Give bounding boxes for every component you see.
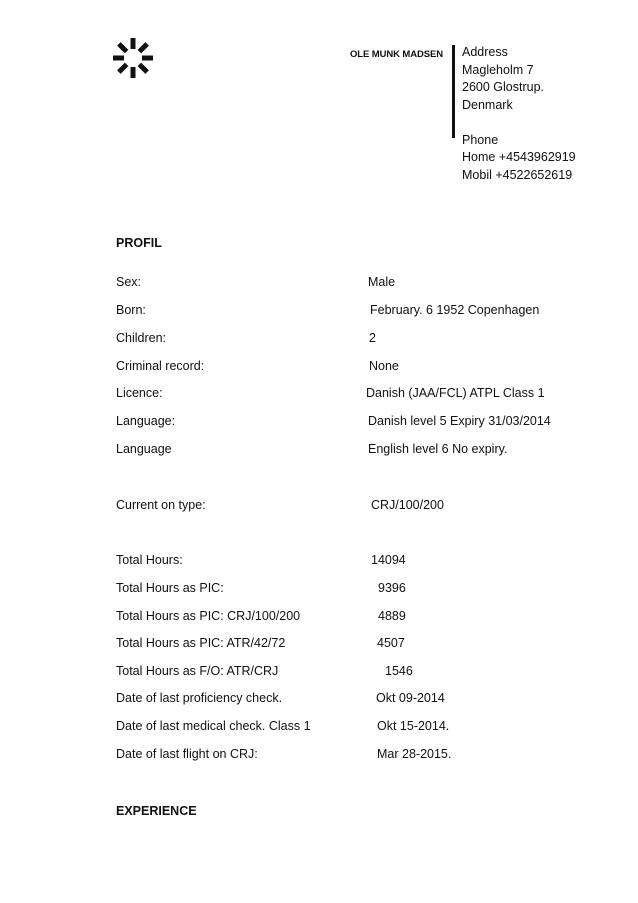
hours-row-fo — [116, 664, 616, 680]
row-value: 14094 — [371, 553, 406, 567]
hours-row-pic — [116, 581, 616, 597]
row-value: 4889 — [378, 609, 406, 623]
row-label: Licence: — [116, 386, 163, 400]
row-last-medical-check — [116, 719, 616, 735]
profile-row-language-danish — [116, 414, 616, 430]
address-city: 2600 Glostrup. — [462, 80, 544, 94]
row-label: Date of last flight on CRJ: — [116, 747, 258, 761]
profile-row-language-english — [116, 442, 616, 458]
profile-row-born — [116, 303, 616, 319]
person-name: OLE MUNK MADSEN — [350, 49, 443, 60]
row-label: Criminal record: — [116, 359, 205, 373]
asterisk-logo-icon — [113, 38, 153, 78]
hours-row-pic-atr — [116, 636, 616, 652]
phone-label: Phone — [462, 132, 499, 147]
row-value: CRJ/100/200 — [371, 498, 444, 512]
row-label: Language: — [116, 414, 176, 428]
row-label: Sex: — [116, 275, 142, 289]
row-label: Current on type: — [116, 498, 206, 512]
row-label: Total Hours as PIC: — [116, 581, 224, 595]
row-label: Born: — [116, 303, 146, 317]
header-divider — [452, 45, 455, 138]
row-label: Language — [116, 442, 172, 456]
row-label: Total Hours as F/O: ATR/CRJ — [116, 664, 279, 678]
row-value: Mar 28-2015. — [377, 747, 452, 761]
row-value: 1546 — [385, 664, 413, 678]
row-last-flight-crj — [116, 747, 616, 763]
row-value: None — [369, 359, 399, 373]
row-value: Okt 15-2014. — [377, 719, 450, 733]
phone-mobile: Mobil +4522652619 — [462, 167, 573, 182]
row-label: Date of last medical check. Class 1 — [116, 719, 311, 733]
row-last-proficiency-check — [116, 691, 616, 707]
row-label: Total Hours as PIC: CRJ/100/200 — [116, 609, 301, 623]
row-value: 2 — [369, 331, 376, 345]
row-value: Danish level 5 Expiry 31/03/2014 — [368, 414, 551, 428]
row-value: Male — [368, 275, 396, 289]
profile-row-licence — [116, 386, 616, 402]
row-label: Total Hours: — [116, 553, 183, 567]
row-value: Okt 09-2014 — [376, 691, 445, 705]
row-value: 9396 — [378, 581, 406, 595]
row-label: Total Hours as PIC: ATR/42/72 — [116, 636, 286, 650]
address-label: Address — [462, 45, 508, 59]
row-value: Danish (JAA/FCL) ATPL Class 1 — [366, 386, 545, 400]
profile-heading: PROFIL — [116, 236, 162, 250]
row-value: English level 6 No expiry. — [368, 442, 508, 456]
profile-row-criminal-record — [116, 359, 616, 375]
hours-row-total — [116, 553, 616, 569]
experience-heading: EXPERIENCE — [116, 804, 197, 818]
profile-row-current-type — [116, 498, 616, 514]
contact-block — [462, 44, 576, 184]
phone-home: Home +4543962919 — [462, 150, 576, 164]
address-street: Magleholm 7 — [462, 62, 534, 77]
row-value: 4507 — [377, 636, 405, 650]
profile-row-sex — [116, 275, 616, 291]
hours-row-pic-crj — [116, 609, 616, 625]
profile-row-children — [116, 331, 616, 347]
row-label: Children: — [116, 331, 167, 345]
row-value: February. 6 1952 Copenhagen — [370, 303, 540, 317]
address-country: Denmark — [462, 97, 513, 112]
row-label: Date of last proficiency check. — [116, 691, 283, 705]
